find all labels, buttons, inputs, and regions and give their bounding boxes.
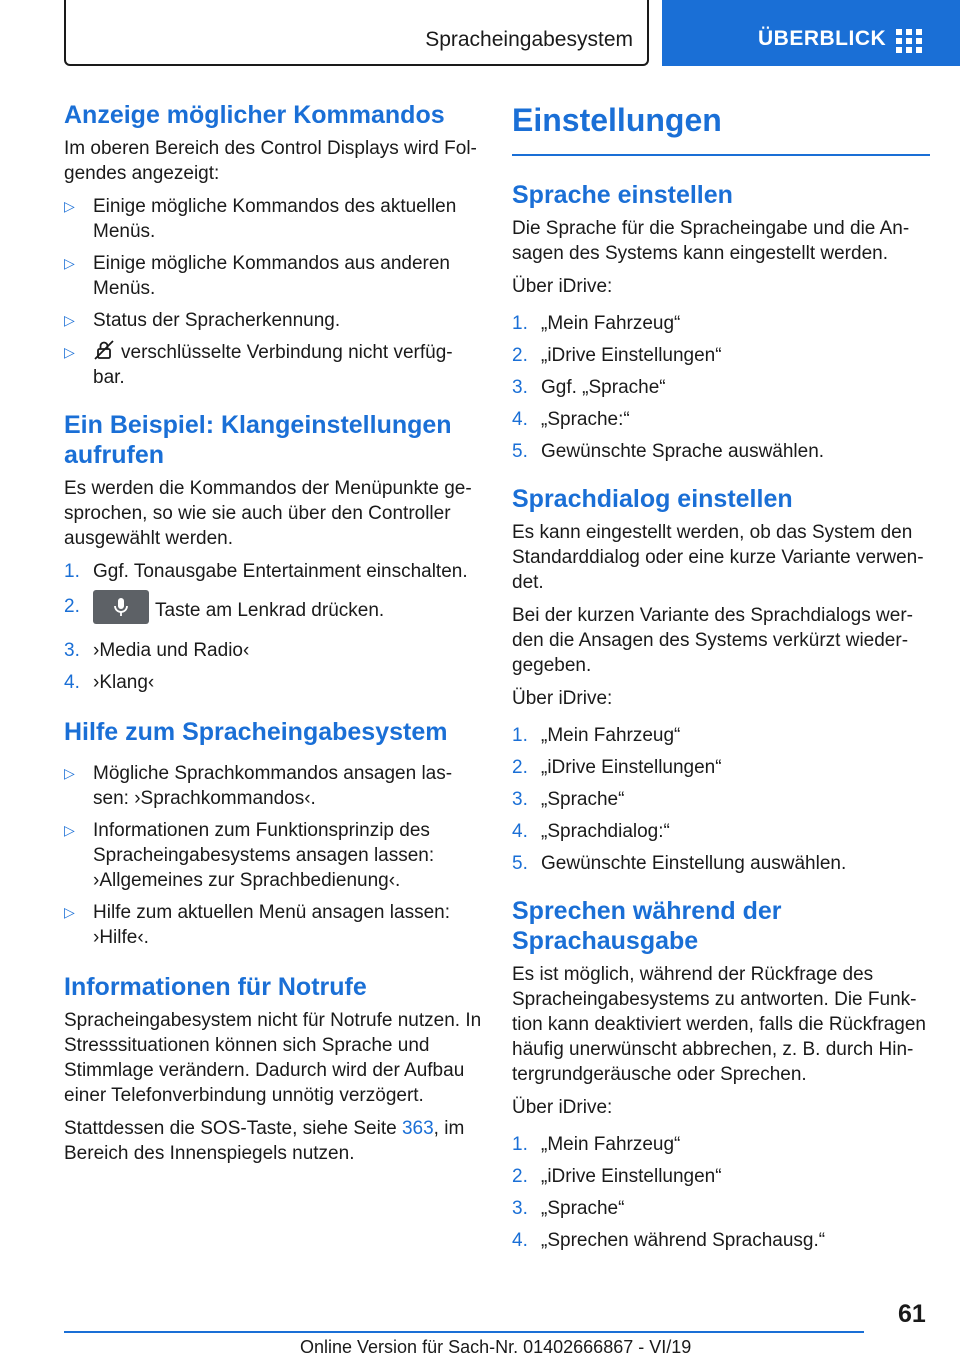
bullet-triangle-icon: ▷	[64, 198, 75, 214]
list-item: ▷ Informationen zum Funktionsprinzip des Spracheingabesystems ansagen lassen: ›Allgemeines zur Sprachbedienung‹.	[64, 820, 435, 891]
heading-hilfe: Hilfe zum Spracheingabesystem	[64, 718, 448, 746]
list-item: 5. Gewünschte Sprache auswählen.	[512, 441, 825, 462]
microphone-icon	[112, 597, 130, 617]
header-section-box	[64, 0, 649, 66]
left-column	[64, 100, 482, 1166]
list-item: 4. „Sprache:“	[512, 409, 630, 430]
header-chapter-label: ÜBERBLICK	[758, 27, 887, 50]
sprachdialog-p2: Bei der kurzen Variante des Sprachdialogs wer-den die Ansagen des Systems verkürzt wieder-gegeben.	[512, 605, 913, 676]
crossed-lock-icon	[93, 339, 115, 361]
heading-sprechen: Sprechen während der Sprachausgabe	[512, 897, 782, 955]
sprachdialog-steps	[512, 723, 930, 876]
list-item: ▷ Mögliche Sprachkommandos ansagen las-sen: ›Sprachkommandos‹.	[64, 763, 453, 809]
notrufe-p2: Stattdessen die SOS-Taste, siehe Seite 363, im Bereich des Innenspiegels nutzen.	[64, 1118, 465, 1164]
beispiel-intro: Es werden die Kommandos der Menüpunkte ge-sprochen, so wie sie auch über den Controller ausgewählt werden.	[64, 478, 472, 549]
list-item: 4. „Sprachdialog:“	[512, 821, 670, 842]
list-item: ▷ Status der Spracherkennung.	[64, 310, 341, 331]
anzeige-list	[64, 194, 482, 390]
bullet-triangle-icon: ▷	[64, 312, 75, 328]
list-item: 2. „iDrive Einstellungen“	[512, 1166, 722, 1187]
list-item: 4. „Sprechen während Sprachausg.“	[512, 1230, 826, 1251]
list-item: 2. „iDrive Einstellungen“	[512, 345, 722, 366]
heading-sprache-einstellen: Sprache einstellen	[512, 181, 733, 209]
heading-beispiel: Ein Beispiel: Klangeinstellungen aufrufen	[64, 411, 452, 469]
steering-wheel-voice-button	[93, 590, 149, 624]
bullet-triangle-icon: ▷	[64, 255, 75, 271]
sprachdialog-via: Über iDrive:	[512, 688, 613, 709]
sprache-via: Über iDrive:	[512, 276, 613, 297]
list-item: 3. „Sprache“	[512, 789, 625, 810]
header-chapter-tab[interactable]	[662, 0, 960, 66]
list-item: 1. „Mein Fahrzeug“	[512, 725, 681, 746]
sprechen-via: Über iDrive:	[512, 1097, 613, 1118]
grid-icon	[896, 29, 922, 53]
page-link-363[interactable]: 363	[401, 1118, 434, 1139]
sprechen-p1: Es ist möglich, während der Rückfrage des Spracheingabesystems zu antworten. Die Funk-tion kann deaktiviert werden, falls die Rückfragen häufig unerwünscht abbrechen, z. B. durch Hin-tergrundgeräusche oder Sprechen.	[512, 964, 927, 1085]
bullet-triangle-icon: ▷	[64, 822, 75, 838]
list-item: 2. „iDrive Einstellungen“	[512, 757, 722, 778]
beispiel-steps	[64, 559, 482, 695]
list-item: 3. Ggf. „Sprache“	[512, 377, 666, 398]
page-number: 61	[898, 1300, 926, 1328]
list-item: ▷ Einige mögliche Kommandos aus anderen Menüs.	[64, 253, 450, 299]
sprache-intro: Die Sprache für die Spracheingabe und die An-sagen des Systems kann eingestellt werden.	[512, 218, 910, 264]
notrufe-p1: Spracheingabesystem nicht für Notrufe nutzen. In Stresssituationen können sich Sprache und Stimmlage verändern. Dadurch wird der Aufbau einer Telefonverbindung unnötig verzögert.	[64, 1010, 482, 1106]
sprechen-steps	[512, 1132, 930, 1253]
list-item: ▷ Einige mögliche Kommandos des aktuellen Menüs.	[64, 196, 457, 242]
list-item: 5. Gewünschte Einstellung auswählen.	[512, 853, 847, 874]
list-item: 1. Ggf. Tonausgabe Entertainment einschalten.	[64, 561, 468, 582]
heading-einstellungen: Einstellungen	[512, 100, 930, 156]
bullet-triangle-icon: ▷	[64, 344, 75, 360]
list-item: 1. „Mein Fahrzeug“	[512, 313, 681, 334]
heading-anzeige: Anzeige möglicher Kommandos	[64, 101, 445, 129]
footer-rule	[64, 1331, 864, 1333]
footer-online-version: Online Version für Sach-Nr. 01402666867 - VI/19	[300, 1337, 692, 1357]
right-column	[512, 100, 930, 1260]
list-item: 1. „Mein Fahrzeug“	[512, 1134, 681, 1155]
list-item: ▷ Hilfe zum aktuellen Menü ansagen lassen: ›Hilfe‹.	[64, 902, 450, 948]
sprache-steps	[512, 311, 930, 464]
header-section-title: Spracheingabesystem	[425, 28, 633, 51]
list-item: 2. Taste am Lenkrad drücken.	[64, 594, 482, 628]
bullet-triangle-icon: ▷	[64, 765, 75, 781]
list-item: 3. ›Media und Radio‹	[64, 640, 250, 661]
list-item: 4. ›Klang‹	[64, 672, 155, 693]
list-item: ▷ verschlüsselte Verbindung nicht verfüg-bar.	[64, 340, 482, 390]
heading-sprachdialog: Sprachdialog einstellen	[512, 485, 793, 513]
heading-notrufe: Informationen für Notrufe	[64, 973, 367, 1001]
bullet-triangle-icon: ▷	[64, 904, 75, 920]
list-item: 3. „Sprache“	[512, 1198, 625, 1219]
anzeige-intro: Im oberen Bereich des Control Displays wird Fol-gendes angezeigt:	[64, 138, 477, 184]
sprachdialog-p1: Es kann eingestellt werden, ob das System den Standarddialog oder eine kurze Variante verwen-det.	[512, 522, 924, 593]
hilfe-list	[64, 761, 482, 950]
